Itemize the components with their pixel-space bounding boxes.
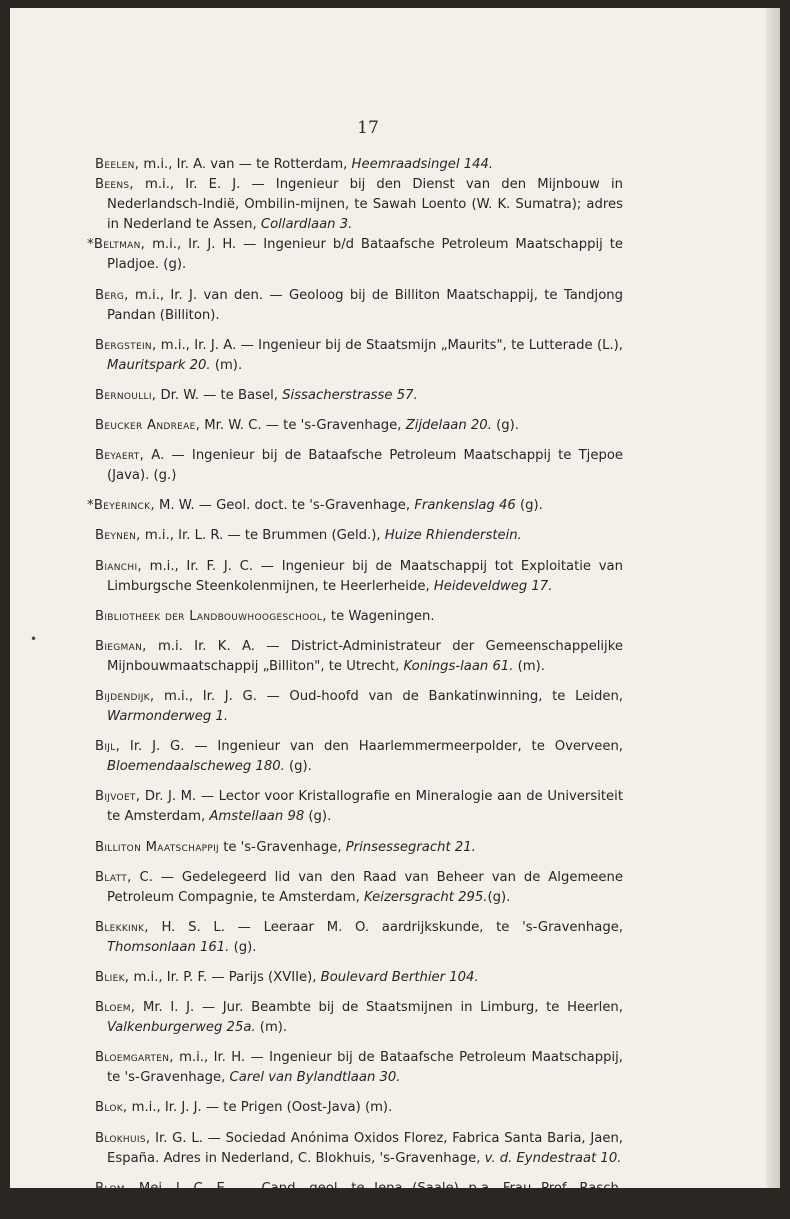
entry-address: Valkenburgerweg 25a. (107, 1020, 256, 1036)
entry-text: Ir. J. G. — Ingenieur van den Haarlemmermeerpolder, te Overveen, (120, 739, 623, 755)
entry-tail: (m). (513, 658, 545, 674)
entry-address: Bloemendaalscheweg 180. (107, 759, 285, 775)
entry-tail: (g). (304, 809, 332, 825)
list-item (95, 1129, 623, 1169)
entry-tail: (m). (210, 357, 243, 373)
entry-name: Beynen, (95, 528, 141, 544)
entry-name: Beens, (95, 177, 134, 193)
entry-text: A. — Ingenieur bij de Bataafsche Petroleum Maatschappij te Tjepoe (Java). (g.) (107, 448, 623, 484)
member-list (87, 155, 623, 1219)
entry-address: Amstellaan 98 (209, 809, 305, 825)
entry-address: Heideveldweg 17. (433, 578, 553, 594)
list-item (95, 1048, 623, 1088)
entry-tail: (g). (225, 1200, 253, 1216)
entry-text: te 's-Gravenhage, (219, 839, 346, 855)
entry-name: Beelen, (95, 157, 140, 172)
entry-name: *Beltman, (87, 237, 146, 253)
entry-name: Blatt, (95, 869, 132, 885)
entry-tail: (g). (487, 889, 511, 905)
entry-name: Bliek, (95, 970, 130, 985)
list-item (95, 336, 623, 376)
list-item (95, 968, 623, 988)
entry-text: Mej. J. C. E. — Cand. geol. te Jena (Saale) p.a. Frau Prof. Rasch, (129, 1180, 623, 1196)
entry-text: m.i., Ir. J. van den. — Geoloog bij de Billiton Maatschappij, te Tandjong Pandan (Billiton). (107, 287, 623, 323)
list-item (95, 607, 623, 627)
entry-name: Bergstein, (95, 337, 157, 353)
page-spine-shadow (766, 8, 780, 1188)
list-item (95, 787, 623, 827)
entry-text: m.i. Ir. K. A. — District-Administrateur der Gemeenschappelijke Mijnbouwmaatschappij „Billiton", te Utrecht, (107, 638, 623, 674)
entry-text: m.i., Ir. J. G. — Oud-hoofd van de Bankatinwinning, te Leiden, (154, 688, 623, 704)
entry-name: Bijvoet, (95, 789, 141, 805)
list-item (95, 687, 623, 727)
entry-tail: (m). (255, 1020, 288, 1036)
list-item (95, 175, 623, 235)
entry-text: Mr. I. J. — Jur. Beambte bij de Staatsmijnen in Limburg, te Heerlen, (135, 1000, 623, 1016)
entry-tail: (g). (284, 759, 312, 775)
entry-name: Blekkink, (95, 919, 149, 935)
entry-tail: (g). (515, 498, 543, 514)
list-item (87, 235, 623, 275)
entry-address: Boulevard Berthier 104. (320, 970, 479, 985)
list-item (95, 737, 623, 777)
entry-tail: (g). (229, 939, 257, 955)
entry-text: m.i., Ir. J. A. — Ingenieur bij de Staatsmijn „Maurits", te Lutterade (L.), (156, 337, 623, 353)
entry-address: Beethovenstr. 3¹¹. (107, 1200, 226, 1216)
entry-address: Warmonderweg 1. (107, 709, 229, 725)
list-item (95, 918, 623, 958)
entry-name: Blok, (95, 1100, 128, 1116)
entry-address: v. d. Eyndestraat 10. (484, 1150, 622, 1166)
entry-name: Biegman, (95, 638, 147, 654)
entry-text: H. S. L. — Leeraar M. O. aardrijkskunde, te 's-Gravenhage, (148, 919, 623, 935)
list-item (95, 838, 623, 858)
entry-address: Zijdelaan 20. (405, 418, 492, 434)
entry-text: M. W. — Geol. doct. te 's-Gravenhage, (154, 498, 415, 514)
entry-text: m.i., Ir. E. J. — Ingenieur bij den Dienst van den Mijnbouw in Nederlandsch-Indië, Ombilin-mijnen, te Sawah Loento (W. K. Sumatra); adres in Nederland te Assen, (107, 177, 623, 233)
list-item (95, 446, 623, 486)
entry-name: Beyaert, (95, 448, 145, 464)
list-item (95, 1098, 623, 1118)
page-number: 17 (357, 118, 379, 138)
entry-address: Carel van Bylandtlaan 30. (229, 1070, 401, 1086)
entry-name: Bloemgarten, (95, 1050, 174, 1066)
entry-name: Berg, (95, 287, 129, 303)
list-item (95, 637, 623, 677)
entry-name: Bloem, (95, 1000, 136, 1016)
entry-name: Blom, (95, 1180, 130, 1196)
entry-name: Bibliotheek der Landbouwhoogeschool, (95, 608, 327, 624)
list-item (95, 155, 623, 175)
entry-address: Heemraadsingel 144. (351, 157, 494, 172)
entry-name: Bijl, (95, 739, 121, 755)
entry-text: m.i., Ir. L. R. — te Brummen (Geld.), (140, 528, 385, 544)
list-item (95, 557, 623, 597)
entry-address: Thomsonlaan 161. (107, 939, 230, 955)
entry-text: Dr. J. M. — Lector voor Kristallografie en Mineralogie aan de Universiteit te Amsterdam, (107, 789, 623, 825)
entry-address: Collardlaan 3. (260, 217, 353, 233)
list-item (95, 526, 623, 546)
margin-mark: • (30, 632, 38, 646)
entry-address: Frankenslag 46 (414, 498, 516, 514)
list-item (95, 286, 623, 326)
entry-text: m.i., Ir. F. J. C. — Ingenieur bij de Maatschappij tot Exploitatie van Limburgsche Steenkolenmijnen, te Heerlerheide, (107, 558, 623, 594)
list-item (95, 386, 623, 406)
list-item (95, 868, 623, 908)
entry-address: Prinsessegracht 21. (345, 839, 476, 855)
list-item (95, 416, 623, 436)
entry-name: Billiton Maatschappij (95, 839, 220, 855)
entry-text: m.i., Ir. P. F. — Parijs (XVIIe), (129, 970, 321, 985)
entry-text: C. — Gedelegeerd lid van den Raad van Beheer van de Algemeene Petroleum Compagnie, te Amsterdam, (107, 869, 623, 905)
entry-text: Mr. W. C. — te 's-Gravenhage, (200, 418, 406, 434)
entry-address: Huize Rhienderstein. (384, 528, 522, 544)
entry-name: *Beyerinck, (87, 498, 155, 514)
entry-name: Beucker Andreae, (95, 418, 201, 434)
entry-name: Blokhuis, (95, 1130, 151, 1146)
entry-text: m.i., Ir. A. van — te Rotterdam, (139, 157, 352, 172)
entry-address: Konings-laan 61. (403, 658, 514, 674)
entry-name: Bernoulli, (95, 387, 157, 403)
entry-text: Ir. G. L. — Sociedad Anónima Oxidos Florez, Fabrica Santa Baria, Jaen, España. Adres in Nederland, C. Blokhuis, 's-Gravenhage, (107, 1130, 623, 1166)
entry-address: Sissacherstrasse 57. (282, 387, 418, 403)
entry-text: Dr. W. — te Basel, (156, 387, 283, 403)
entry-address: Keizersgracht 295. (363, 889, 488, 905)
entry-name: Bianchi, (95, 558, 142, 574)
entry-text: m.i., Ir. H. — Ingenieur bij de Bataafsche Petroleum Maatschappij, te 's-Gravenhage, (107, 1050, 623, 1086)
entry-address: Mauritspark 20. (107, 357, 211, 373)
entry-name: Bijdendijk, (95, 688, 155, 704)
list-item (95, 998, 623, 1038)
entry-text: te Wageningen. (326, 608, 435, 624)
entry-text: m.i., Ir. J. J. — te Prigen (Oost-Java) (m). (127, 1100, 393, 1116)
entry-tail: (g). (491, 418, 519, 434)
list-item (87, 496, 623, 516)
list-item (95, 1179, 623, 1219)
entry-text: m.i., Ir. J. H. — Ingenieur b/d Bataafsche Petroleum Maatschappij te Pladjoe. (g). (107, 237, 623, 273)
